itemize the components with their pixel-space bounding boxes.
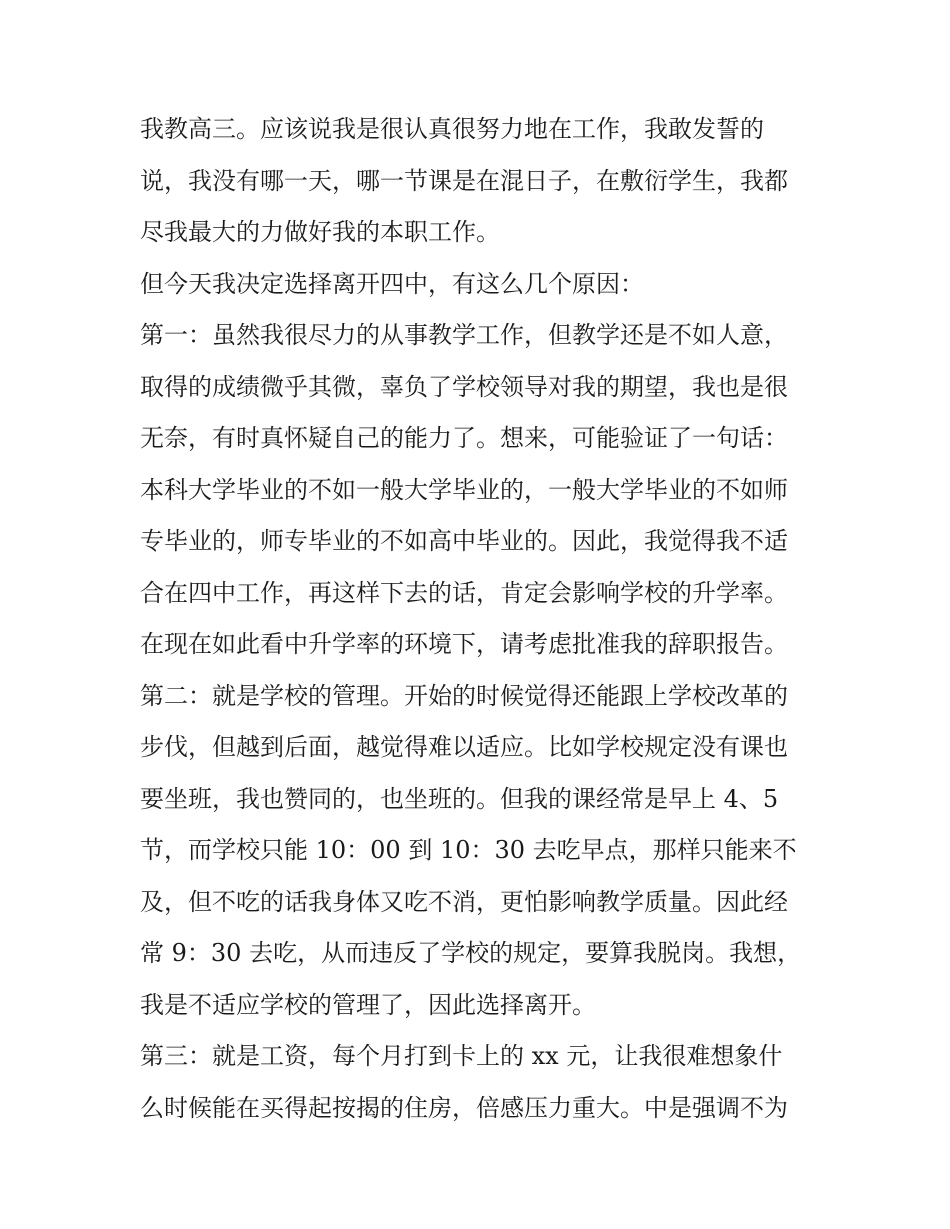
text-line: 在现在如此看中升学率的环境下，请考虑批准我的辞职报告。 <box>140 630 788 658</box>
body-text <box>140 104 820 1134</box>
text-line: 第三：就是工资，每个月打到卡上的 xx 元，让我很难想象什 <box>140 1042 783 1070</box>
text-line: 要坐班，我也赞同的，也坐班的。但我的课经常是早上 4、5 <box>140 784 779 813</box>
text-line: 么时候能在买得起按揭的住房，倍感压力重大。中是强调不为 <box>140 1093 788 1122</box>
text-line: 专毕业的，师专毕业的不如高中毕业的。因此，我觉得我不适 <box>140 527 788 555</box>
text-line: 本科大学毕业的不如一般大学毕业的，一般大学毕业的不如师 <box>140 475 788 504</box>
text-line: 取得的成绩微乎其微，辜负了学校领导对我的期望，我也是很 <box>140 372 788 401</box>
text-line: 第一：虽然我很尽力的从事教学工作，但教学还是不如人意， <box>140 321 788 349</box>
text-line: 第二：就是学校的管理。开始的时候觉得还能跟上学校改革的 <box>140 681 788 710</box>
text-line: 节，而学校只能 10：00 到 10：30 去吃早点，那样只能来不 <box>140 836 797 864</box>
text-line: 说，我没有哪一天，哪一节课是在混日子，在敷衍学生，我都 <box>140 166 788 195</box>
text-line: 及，但不吃的话我身体又吃不消，更怕影响教学质量。因此经 <box>140 887 788 916</box>
text-line: 我教高三。应该说我是很认真很努力地在工作，我敢发誓的 <box>140 115 764 143</box>
text-line: 尽我最大的力做好我的本职工作。 <box>140 218 500 246</box>
text-line: 但今天我决定选择离开四中，有这么几个原因： <box>140 269 644 298</box>
text-line: 无奈，有时真怀疑自己的能力了。想来，可能验证了一句话： <box>140 424 788 452</box>
text-line: 合在四中工作，再这样下去的话，肯定会影响学校的升学率。 <box>140 578 788 607</box>
text-line: 步伐，但越到后面，越觉得难以适应。比如学校规定没有课也 <box>140 733 788 761</box>
text-line: 常 9：30 去吃，从而违反了学校的规定，要算我脱岗。我想， <box>140 939 802 967</box>
text-line: 我是不适应学校的管理了，因此选择离开。 <box>140 990 596 1019</box>
